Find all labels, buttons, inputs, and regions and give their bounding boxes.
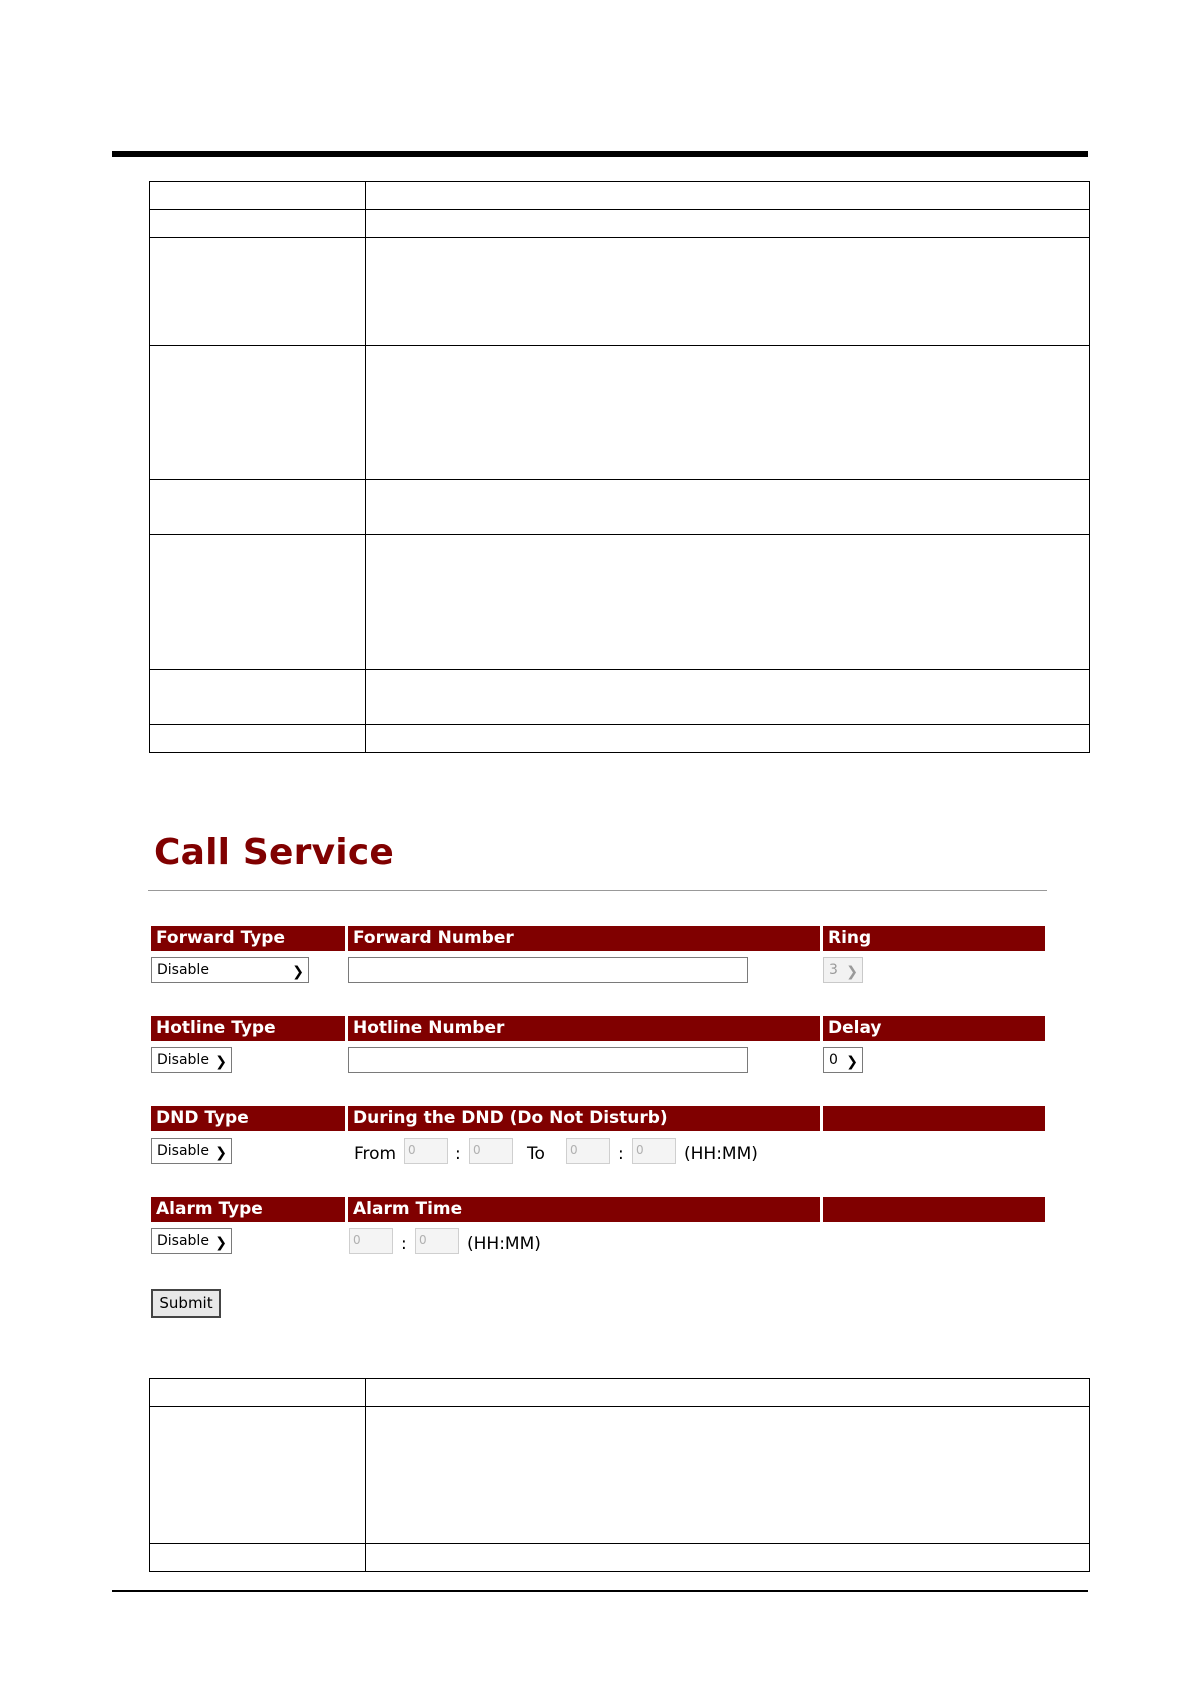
forward-type-value: Disable <box>157 962 209 978</box>
table-row <box>150 238 1090 346</box>
table-row <box>150 1407 1090 1544</box>
delay-header: Delay <box>823 1016 1045 1041</box>
dnd-to-minute-input[interactable]: 0 <box>632 1138 676 1164</box>
table-row <box>150 1544 1090 1572</box>
alarm-empty-header <box>823 1197 1045 1222</box>
chevron-down-icon: ❯ <box>215 1054 227 1070</box>
title-divider <box>148 890 1047 891</box>
dnd-during-header: During the DND (Do Not Disturb) <box>348 1106 820 1131</box>
table-row <box>150 670 1090 725</box>
alarm-minute-input[interactable]: 0 <box>415 1228 459 1254</box>
page-top-rule <box>112 151 1088 157</box>
alarm-type-select[interactable] <box>151 1228 232 1254</box>
chevron-down-icon: ❯ <box>215 1145 227 1161</box>
table-row <box>150 1379 1090 1407</box>
table-row <box>150 182 1090 210</box>
forward-type-select[interactable] <box>151 957 309 983</box>
dnd-from-label: From <box>354 1144 397 1164</box>
forward-type-header: Forward Type <box>151 926 345 951</box>
dnd-format-label: (HH:MM) <box>684 1144 758 1164</box>
time-separator: : <box>401 1234 407 1254</box>
alarm-hour-input[interactable]: 0 <box>349 1228 393 1254</box>
forward-number-input[interactable] <box>348 957 748 983</box>
dnd-type-select[interactable] <box>151 1138 232 1164</box>
upper-doc-table <box>149 181 1090 753</box>
delay-value: 0 <box>829 1052 838 1068</box>
table-row <box>150 346 1090 480</box>
alarm-type-header: Alarm Type <box>151 1197 345 1222</box>
ring-value: 3 <box>829 962 838 978</box>
page-title: Call Service <box>154 832 394 873</box>
ring-select[interactable] <box>823 957 863 983</box>
dnd-empty-header <box>823 1106 1045 1131</box>
ring-header: Ring <box>823 926 1045 951</box>
chevron-down-icon: ❯ <box>215 1235 227 1251</box>
table-row <box>150 725 1090 753</box>
hotline-number-input[interactable] <box>348 1047 748 1073</box>
hotline-type-value: Disable <box>157 1052 209 1068</box>
dnd-from-minute-input[interactable]: 0 <box>469 1138 513 1164</box>
table-row <box>150 210 1090 238</box>
chevron-down-icon: ❯ <box>846 964 858 980</box>
dnd-to-label: To <box>527 1144 545 1164</box>
submit-button[interactable]: Submit <box>151 1289 221 1318</box>
chevron-down-icon: ❯ <box>846 1054 858 1070</box>
delay-select[interactable] <box>823 1047 863 1073</box>
page-bottom-rule <box>112 1590 1088 1592</box>
hotline-type-select[interactable] <box>151 1047 232 1073</box>
time-separator: : <box>455 1144 461 1164</box>
dnd-to-hour-input[interactable]: 0 <box>566 1138 610 1164</box>
alarm-format-label: (HH:MM) <box>467 1234 541 1254</box>
lower-doc-table <box>149 1378 1090 1572</box>
table-row <box>150 480 1090 535</box>
alarm-time-header: Alarm Time <box>348 1197 820 1222</box>
chevron-down-icon: ❯ <box>292 964 304 980</box>
forward-number-header: Forward Number <box>348 926 820 951</box>
dnd-type-value: Disable <box>157 1143 209 1159</box>
hotline-number-header: Hotline Number <box>348 1016 820 1041</box>
table-row <box>150 535 1090 670</box>
alarm-type-value: Disable <box>157 1233 209 1249</box>
dnd-type-header: DND Type <box>151 1106 345 1131</box>
dnd-from-hour-input[interactable]: 0 <box>404 1138 448 1164</box>
time-separator: : <box>618 1144 624 1164</box>
hotline-type-header: Hotline Type <box>151 1016 345 1041</box>
